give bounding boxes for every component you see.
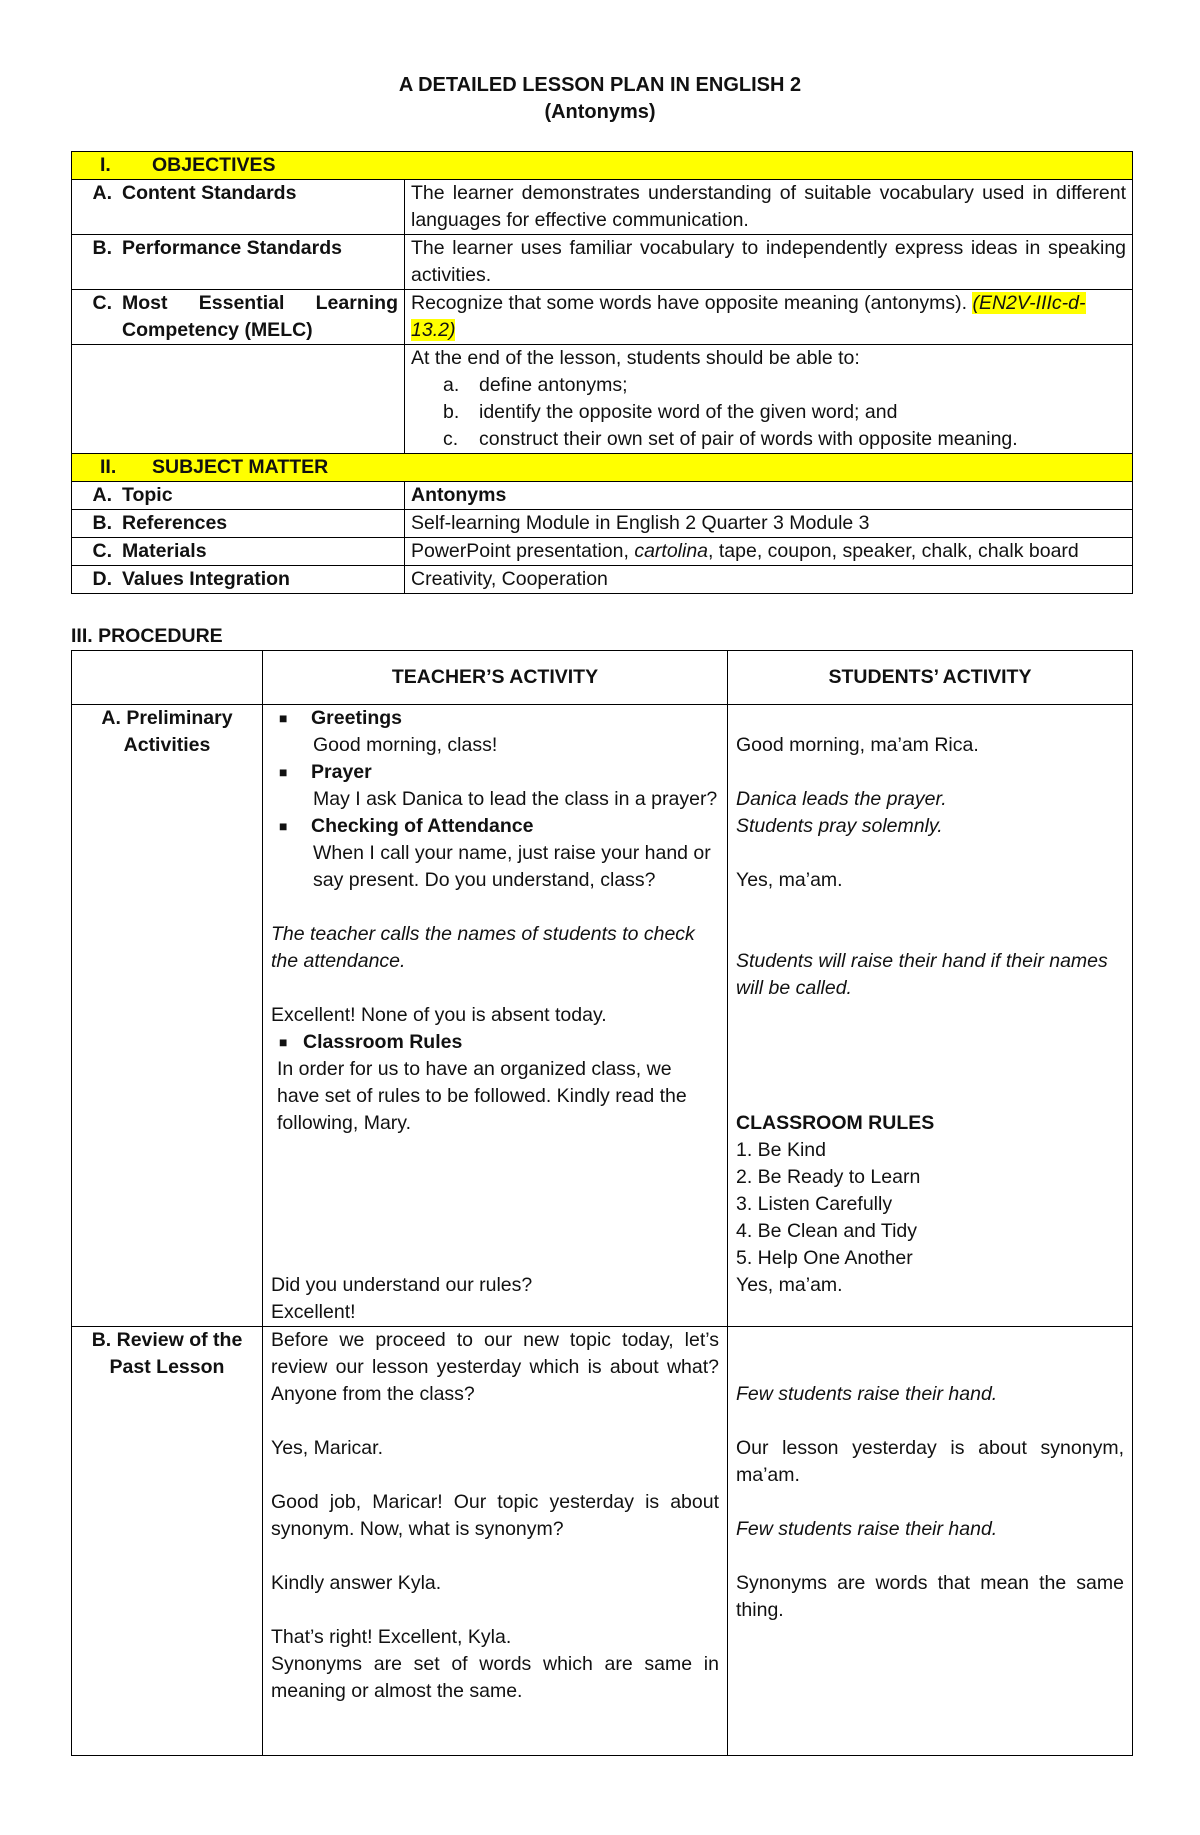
row-label: References (122, 512, 228, 534)
square-bullet-icon: ■ (279, 1034, 288, 1050)
row-label: Materials (122, 540, 207, 562)
objectives-header-row (72, 152, 1133, 180)
review-teacher-text: Before we proceed to our new topic today, let’s review our lesson yesterday which is about what? Anyone from the class? (271, 1329, 719, 1405)
preliminary-row (72, 705, 1133, 1327)
section-number: II. (100, 456, 117, 478)
students-yes: Yes, ma’am. (736, 1274, 843, 1296)
attendance-heading: Checking of Attendance (311, 815, 534, 837)
melc-row (72, 290, 1133, 345)
section-label: SUBJECT MATTER (152, 456, 329, 478)
materials-cartolina: cartolina (634, 540, 709, 562)
page-subtitle: (Antonyms) (544, 101, 656, 123)
students-activity-header: STUDENTS’ ACTIVITY (728, 651, 1133, 705)
review-row (72, 1327, 1133, 1756)
outcome-letter: c. (443, 428, 459, 450)
outcome-text: identify the opposite word of the given word; and (479, 401, 898, 423)
review-students-text: Few students raise their hand. (736, 1383, 998, 1405)
review-teacher-text: Good job, Maricar! Our topic yesterday is about synonym. Now, what is synonym? (271, 1491, 719, 1540)
row-label: Content Standards (122, 182, 297, 204)
row-number: C. (92, 540, 112, 562)
values-value: Creativity, Cooperation (405, 566, 1133, 594)
review-teacher-text: Kindly answer Kyla. (271, 1572, 442, 1594)
teacher-activity-header: TEACHER’S ACTIVITY (263, 651, 728, 705)
greetings-heading: Greetings (311, 707, 403, 729)
outcome-item (411, 426, 1126, 453)
excellent-none-text: Excellent! None of you is absent today. (271, 1004, 607, 1026)
melc-competency: Recognize that some words have opposite meaning (antonyms). (411, 292, 968, 314)
greetings-text: Good morning, class! (313, 734, 498, 756)
content-standards-row (72, 180, 1133, 235)
outcome-text: construct their own set of pair of words with opposite meaning. (479, 428, 1018, 450)
students-pray: Students pray solemnly. (736, 815, 943, 837)
prayer-text: May I ask Danica to lead the class in a prayer? (313, 788, 718, 810)
values-row (72, 566, 1133, 594)
review-teacher-text: Synonyms are set of words which are same in meaning or almost the same. (271, 1653, 719, 1702)
row-number: C. (92, 292, 112, 314)
performance-standards-text: The learner uses familiar vocabulary to independently express ideas in speaking activities. (405, 235, 1133, 290)
outcome-letter: b. (443, 401, 460, 423)
outcomes-intro: At the end of the lesson, students should be able to: (411, 347, 860, 369)
classroom-rule: 1. Be Kind (736, 1139, 826, 1161)
materials-row (72, 538, 1133, 566)
row-label: Values Integration (122, 568, 290, 590)
melc-text (405, 290, 1133, 345)
procedure-header-row (72, 651, 1133, 705)
section-number: I. (100, 154, 111, 176)
rules-heading: Classroom Rules (303, 1031, 463, 1053)
subject-matter-header-row (72, 454, 1133, 482)
procedure-table (71, 650, 1133, 1756)
understand-rules-text: Did you understand our rules? (271, 1274, 533, 1296)
rules-text: In order for us to have an organized class, we have set of rules to be followed. Kindly read the following, Mary. (277, 1058, 687, 1134)
classroom-rule: 5. Help One Another (736, 1247, 913, 1269)
outcome-text: define antonyms; (479, 374, 628, 396)
row-label: Most Essential Learning Competency (MELC) (122, 292, 398, 341)
square-bullet-icon: ■ (279, 764, 288, 780)
page-title: A DETAILED LESSON PLAN IN ENGLISH 2 (398, 74, 802, 96)
outcomes-row (72, 345, 1133, 454)
references-row (72, 510, 1133, 538)
row-label: Performance Standards (122, 237, 342, 259)
topic-row (72, 482, 1133, 510)
review-students-text: Few students raise their hand. (736, 1518, 998, 1540)
row-number: A. (92, 182, 112, 204)
students-raise-hand: Students will raise their hand if their names will be called. (736, 950, 1108, 999)
performance-standards-row (72, 235, 1133, 290)
students-danica: Danica leads the prayer. (736, 788, 947, 810)
melc-code: (EN2V-IIIc-d-13.2) (411, 292, 1086, 341)
topic-value: Antonyms (405, 482, 1133, 510)
materials-text-rest: , tape, coupon, speaker, chalk, chalk board (708, 540, 1079, 562)
students-yes: Yes, ma’am. (736, 869, 843, 891)
square-bullet-icon: ■ (279, 818, 288, 834)
materials-value (405, 538, 1133, 566)
attendance-text: When I call your name, just raise your hand or say present. Do you understand, class? (313, 842, 711, 891)
classroom-rule: 4. Be Clean and Tidy (736, 1220, 918, 1242)
review-students-text: Synonyms are words that mean the same thing. (736, 1572, 1124, 1621)
review-label: B. Review of the (91, 1329, 243, 1351)
prayer-heading: Prayer (311, 761, 372, 783)
content-standards-text: The learner demonstrates understanding of suitable vocabulary used in different languages for effective communication. (405, 180, 1133, 235)
objectives-table (71, 151, 1133, 594)
row-number: B. (92, 237, 112, 259)
classroom-rules-title: CLASSROOM RULES (736, 1112, 935, 1134)
preliminary-label: A. Preliminary (101, 707, 233, 729)
excellent-text: Excellent! (271, 1301, 356, 1323)
row-number: B. (92, 512, 112, 534)
classroom-rule: 2. Be Ready to Learn (736, 1166, 921, 1188)
references-value: Self-learning Module in English 2 Quarter 3 Module 3 (405, 510, 1133, 538)
square-bullet-icon: ■ (279, 710, 288, 726)
materials-text: PowerPoint presentation, (411, 540, 629, 562)
row-number: A. (92, 484, 112, 506)
section-label: OBJECTIVES (152, 154, 276, 176)
review-students-text: Our lesson yesterday is about synonym, ma’am. (736, 1437, 1124, 1486)
classroom-rule: 3. Listen Carefully (736, 1193, 893, 1215)
row-label: Topic (122, 484, 173, 506)
students-greeting: Good morning, ma’am Rica. (736, 734, 979, 756)
review-teacher-text: Yes, Maricar. (271, 1437, 383, 1459)
review-label-2: Past Lesson (109, 1356, 225, 1378)
review-teacher-text: That’s right! Excellent, Kyla. (271, 1626, 512, 1648)
teacher-calls-text: The teacher calls the names of students to check the attendance. (271, 923, 695, 972)
outcome-item (411, 372, 1126, 399)
outcome-item (411, 399, 1126, 426)
procedure-heading: III. PROCEDURE (71, 625, 223, 647)
outcome-letter: a. (443, 374, 460, 396)
preliminary-label-2: Activities (123, 734, 211, 756)
row-number: D. (92, 568, 112, 590)
